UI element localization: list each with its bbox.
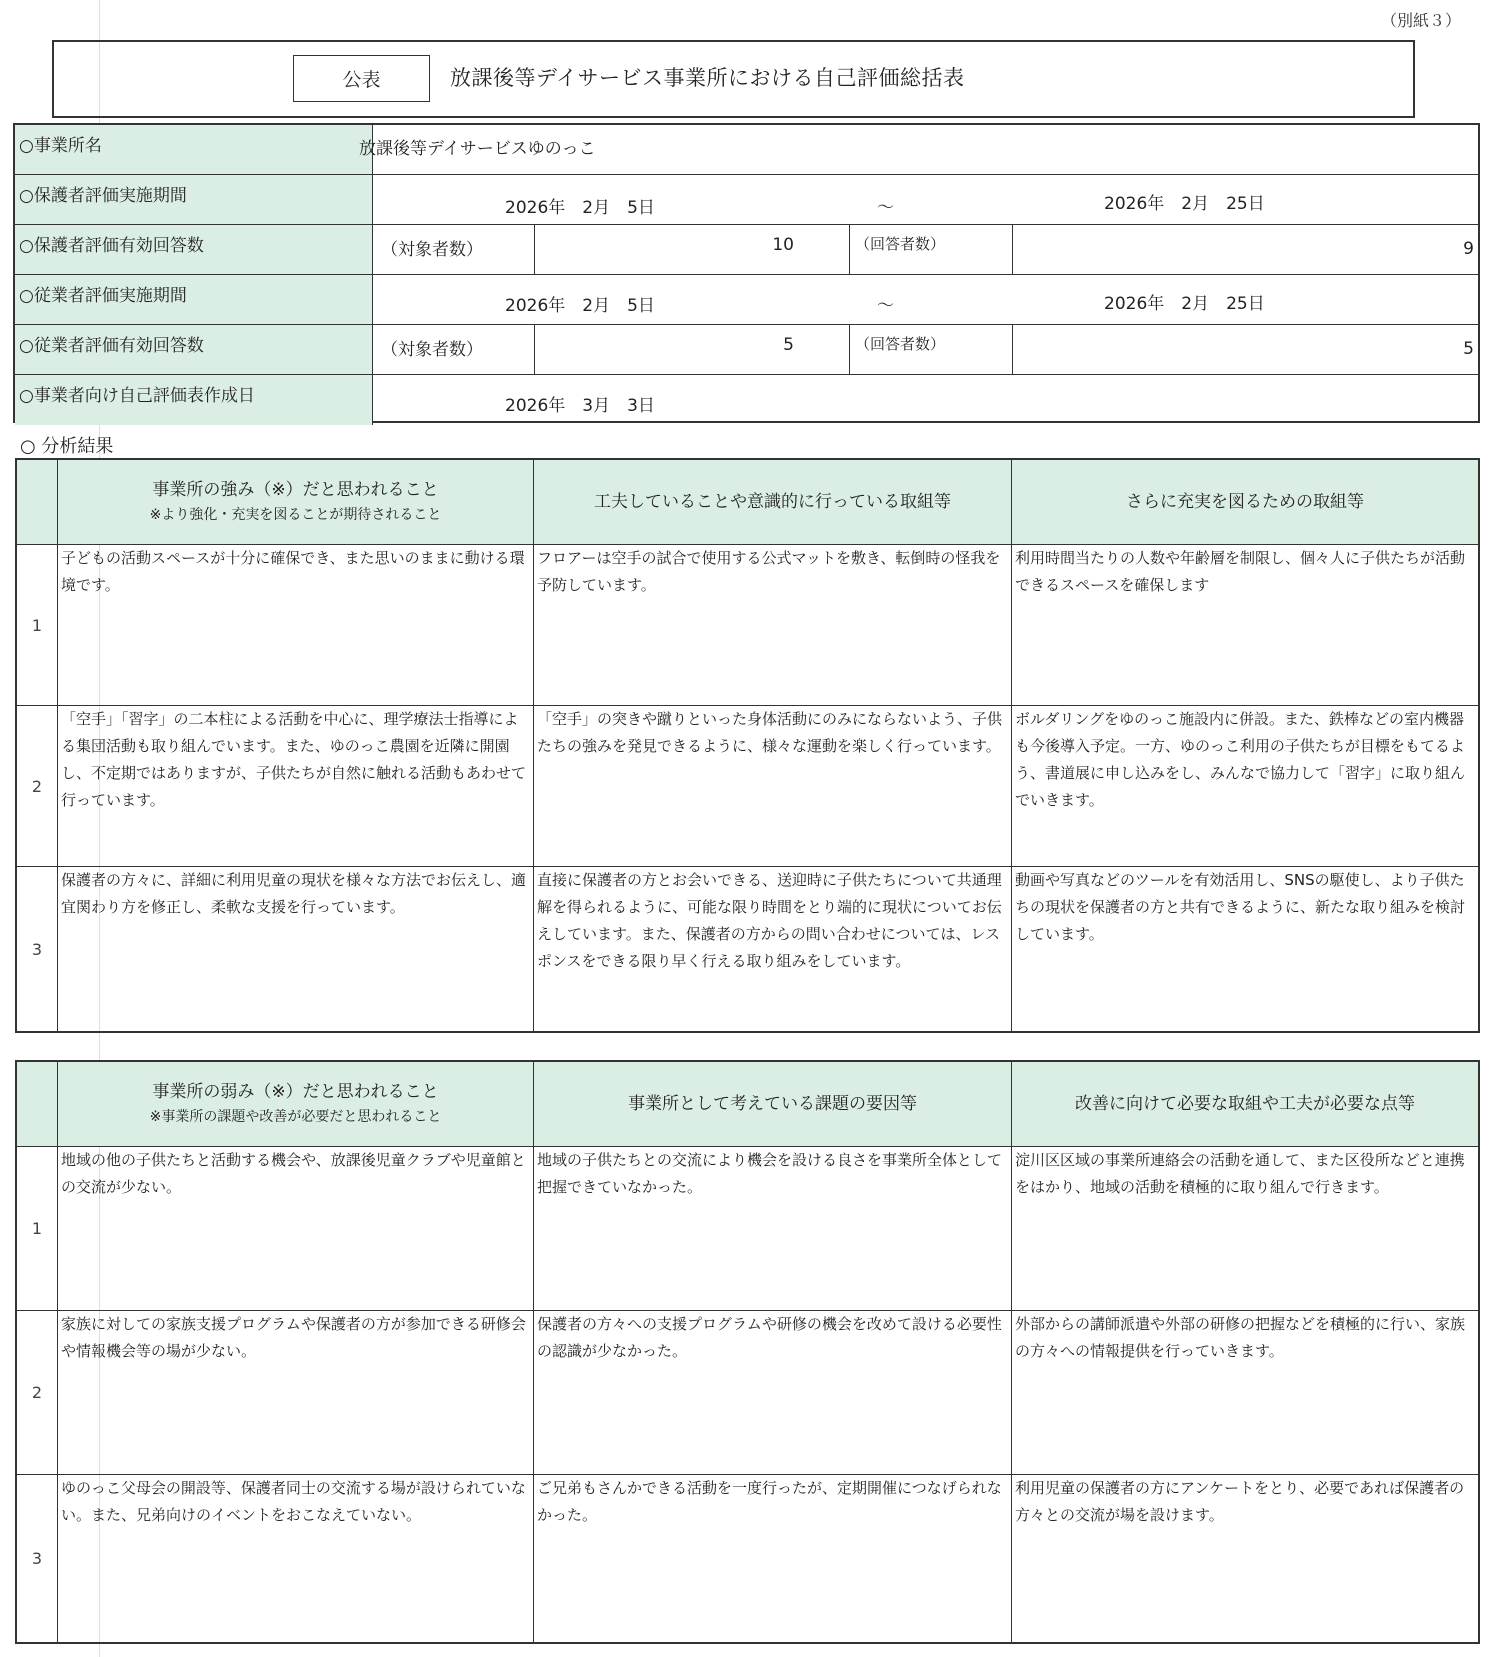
header-main: さらに充実を図るための取組等 bbox=[1126, 492, 1364, 512]
info-label: ○従業者評価実施期間 bbox=[15, 275, 373, 324]
enhancement-cell: 利用時間当たりの人数や年齢層を制限し、個々人に子供たちが活動できるスペースを確保します bbox=[1015, 549, 1466, 594]
table-header-row bbox=[17, 460, 1478, 545]
staff-answered-value: 5 bbox=[1463, 339, 1474, 359]
enhancement-cell: 動画や写真などのツールを有効活用し、SNSの駆使し、より子供たちの現状を保護者の方と共有できるように、新たな取り組みを検討しています。 bbox=[1015, 871, 1466, 943]
info-row-guardian-responses bbox=[15, 225, 1478, 275]
row-number: 1 bbox=[17, 545, 58, 705]
cause-cell: ご兄弟もさんかできる活動を一度行ったが、定期開催につなげられなかった。 bbox=[534, 1475, 1012, 1642]
header-main: 事業所の弱み（※）だと思われること bbox=[152, 1082, 439, 1102]
info-label: ○事業者向け自己評価表作成日 bbox=[15, 375, 373, 425]
guardian-target-label: （対象者数） bbox=[381, 240, 483, 260]
header-main: 改善に向けて必要な取組や工夫が必要な点等 bbox=[1075, 1094, 1415, 1114]
number-header-cell bbox=[17, 460, 58, 544]
improvement-cell: 外部からの講師派遣や外部の研修の把握などを積極的に行い、家族の方々への情報提供を行っていきます。 bbox=[1015, 1315, 1466, 1360]
info-row-office-name bbox=[15, 125, 1478, 175]
guardian-period-end: 2026年 2月 25日 bbox=[1104, 194, 1265, 214]
header-main: 工夫していることや意識的に行っている取組等 bbox=[594, 492, 951, 512]
header-cell bbox=[1012, 460, 1478, 544]
staff-period-end: 2026年 2月 25日 bbox=[1104, 294, 1265, 314]
weakness-cell: 地域の他の子供たちと活動する機会や、放課後児童クラブや児童館との交流が少ない。 bbox=[58, 1147, 534, 1310]
info-label: ○保護者評価実施期間 bbox=[15, 175, 373, 224]
info-row-staff-period bbox=[15, 275, 1478, 325]
enhancement-cell: ボルダリングをゆのっこ施設内に併設。また、鉄棒などの室内機器も今後導入予定。一方、ゆのっこ利用の子供たちが目標をもてるよう、書道展に申し込みをし、みんなで協力して「習字」に取り組んでいきます。 bbox=[1015, 710, 1466, 809]
guardian-answered-value: 9 bbox=[1463, 239, 1474, 259]
guardian-answered-label: （回答者数） bbox=[855, 235, 946, 253]
cause-cell: 保護者の方々への支援プログラムや研修の機会を改めて設ける必要性の認識が少なかった。 bbox=[534, 1311, 1012, 1474]
strength-cell: 子どもの活動スペースが十分に確保でき、また思いのままに動ける環境です。 bbox=[58, 545, 534, 705]
number-header-cell bbox=[17, 1062, 58, 1146]
effort-cell: 「空手」の突きや蹴りといった身体活動にのみにならないよう、子供たちの強みを発見できるように、様々な運動を楽しく行っています。 bbox=[534, 706, 1012, 866]
info-label: ○従業者評価有効回答数 bbox=[15, 325, 373, 374]
header-sub: ※事業所の課題や改善が必要だと思われること bbox=[149, 1109, 442, 1125]
header-sub: ※より強化・充実を図ることが期待されること bbox=[149, 507, 442, 523]
info-row-guardian-period bbox=[15, 175, 1478, 225]
row-number: 3 bbox=[17, 1475, 58, 1642]
header-cell bbox=[534, 460, 1012, 544]
weakness-cell: ゆのっこ父母会の開設等、保護者同士の交流する場が設けられていない。また、兄弟向けのイベントをおこなえていない。 bbox=[58, 1475, 534, 1642]
page-title: 放課後等デイサービス事業所における自己評価総括表 bbox=[450, 66, 965, 90]
row-number: 2 bbox=[17, 1311, 58, 1474]
office-name-value: 放課後等デイサービスゆのっこ bbox=[359, 139, 596, 159]
row-number: 1 bbox=[17, 1147, 58, 1310]
header-cell bbox=[58, 460, 534, 544]
weakness-cell: 家族に対しての家族支援プログラムや保護者の方が参加できる研修会や情報機会等の場が少ない。 bbox=[58, 1311, 534, 1474]
effort-cell: フロアーは空手の試合で使用する公式マットを敷き、転倒時の怪我を予防しています。 bbox=[534, 545, 1012, 705]
row-number: 2 bbox=[17, 706, 58, 866]
header-cell bbox=[58, 1062, 534, 1146]
info-row-staff-responses bbox=[15, 325, 1478, 375]
improvement-cell: 利用児童の保護者の方にアンケートをとり、必要であれば保護者の方々との交流が場を設けます。 bbox=[1015, 1479, 1465, 1524]
table-row bbox=[17, 1311, 1478, 1475]
table-row bbox=[17, 867, 1478, 1031]
info-row-created-date bbox=[15, 375, 1478, 425]
cause-cell: 地域の子供たちとの交流により機会を設ける良さを事業所全体として把握できていなかった。 bbox=[534, 1147, 1012, 1310]
table-row bbox=[17, 706, 1478, 867]
guardian-target-value: 10 bbox=[772, 235, 794, 255]
info-label: ○保護者評価有効回答数 bbox=[15, 225, 373, 274]
effort-cell: 直接に保護者の方とお会いできる、送迎時に子供たちについて共通理解を得られるように、可能な限り時間をとり端的に現状についてお伝えしています。また、保護者の方からの問い合わせについては、レスポンスをできる限り早く行える取り組みをしています。 bbox=[534, 867, 1012, 1031]
guardian-period-separator: ～ bbox=[877, 198, 894, 218]
table-row bbox=[17, 1147, 1478, 1311]
staff-period-separator: ～ bbox=[877, 296, 894, 316]
staff-period-start: 2026年 2月 5日 bbox=[505, 296, 655, 316]
info-table bbox=[13, 123, 1480, 423]
weaknesses-table bbox=[15, 1060, 1480, 1644]
info-label: ○事業所名 bbox=[15, 125, 373, 174]
public-badge: 公表 bbox=[293, 55, 430, 102]
table-row bbox=[17, 545, 1478, 706]
strengths-table bbox=[15, 458, 1480, 1033]
header-cell bbox=[1012, 1062, 1478, 1146]
table-row bbox=[17, 1475, 1478, 1642]
row-number: 3 bbox=[17, 867, 58, 1031]
header-main: 事業所として考えている課題の要因等 bbox=[628, 1094, 917, 1114]
header-main: 事業所の強み（※）だと思われること bbox=[152, 480, 439, 500]
guardian-period-start: 2026年 2月 5日 bbox=[505, 198, 655, 218]
improvement-cell: 淀川区区域の事業所連絡会の活動を通して、また区役所などと連携をはかり、地域の活動を積極的に取り組んで行きます。 bbox=[1015, 1151, 1465, 1196]
staff-target-value: 5 bbox=[783, 335, 794, 355]
section-title: ○ 分析結果 bbox=[20, 436, 114, 457]
appendix-label: （別紙３） bbox=[1380, 11, 1461, 30]
table-header-row bbox=[17, 1062, 1478, 1147]
staff-target-label: （対象者数） bbox=[381, 340, 483, 360]
header-cell bbox=[534, 1062, 1012, 1146]
staff-answered-label: （回答者数） bbox=[855, 335, 946, 353]
strength-cell: 保護者の方々に、詳細に利用児童の現状を様々な方法でお伝えし、適宜関わり方を修正し、柔軟な支援を行っています。 bbox=[58, 867, 534, 1031]
strength-cell: 「空手」「習字」の二本柱による活動を中心に、理学療法士指導による集団活動も取り組んでいます。また、ゆのっこ農園を近隣に開園し、不定期ではありますが、子供たちが自然に触れる活動もあわせて行っています。 bbox=[58, 706, 534, 866]
created-date-value: 2026年 3月 3日 bbox=[505, 396, 655, 416]
